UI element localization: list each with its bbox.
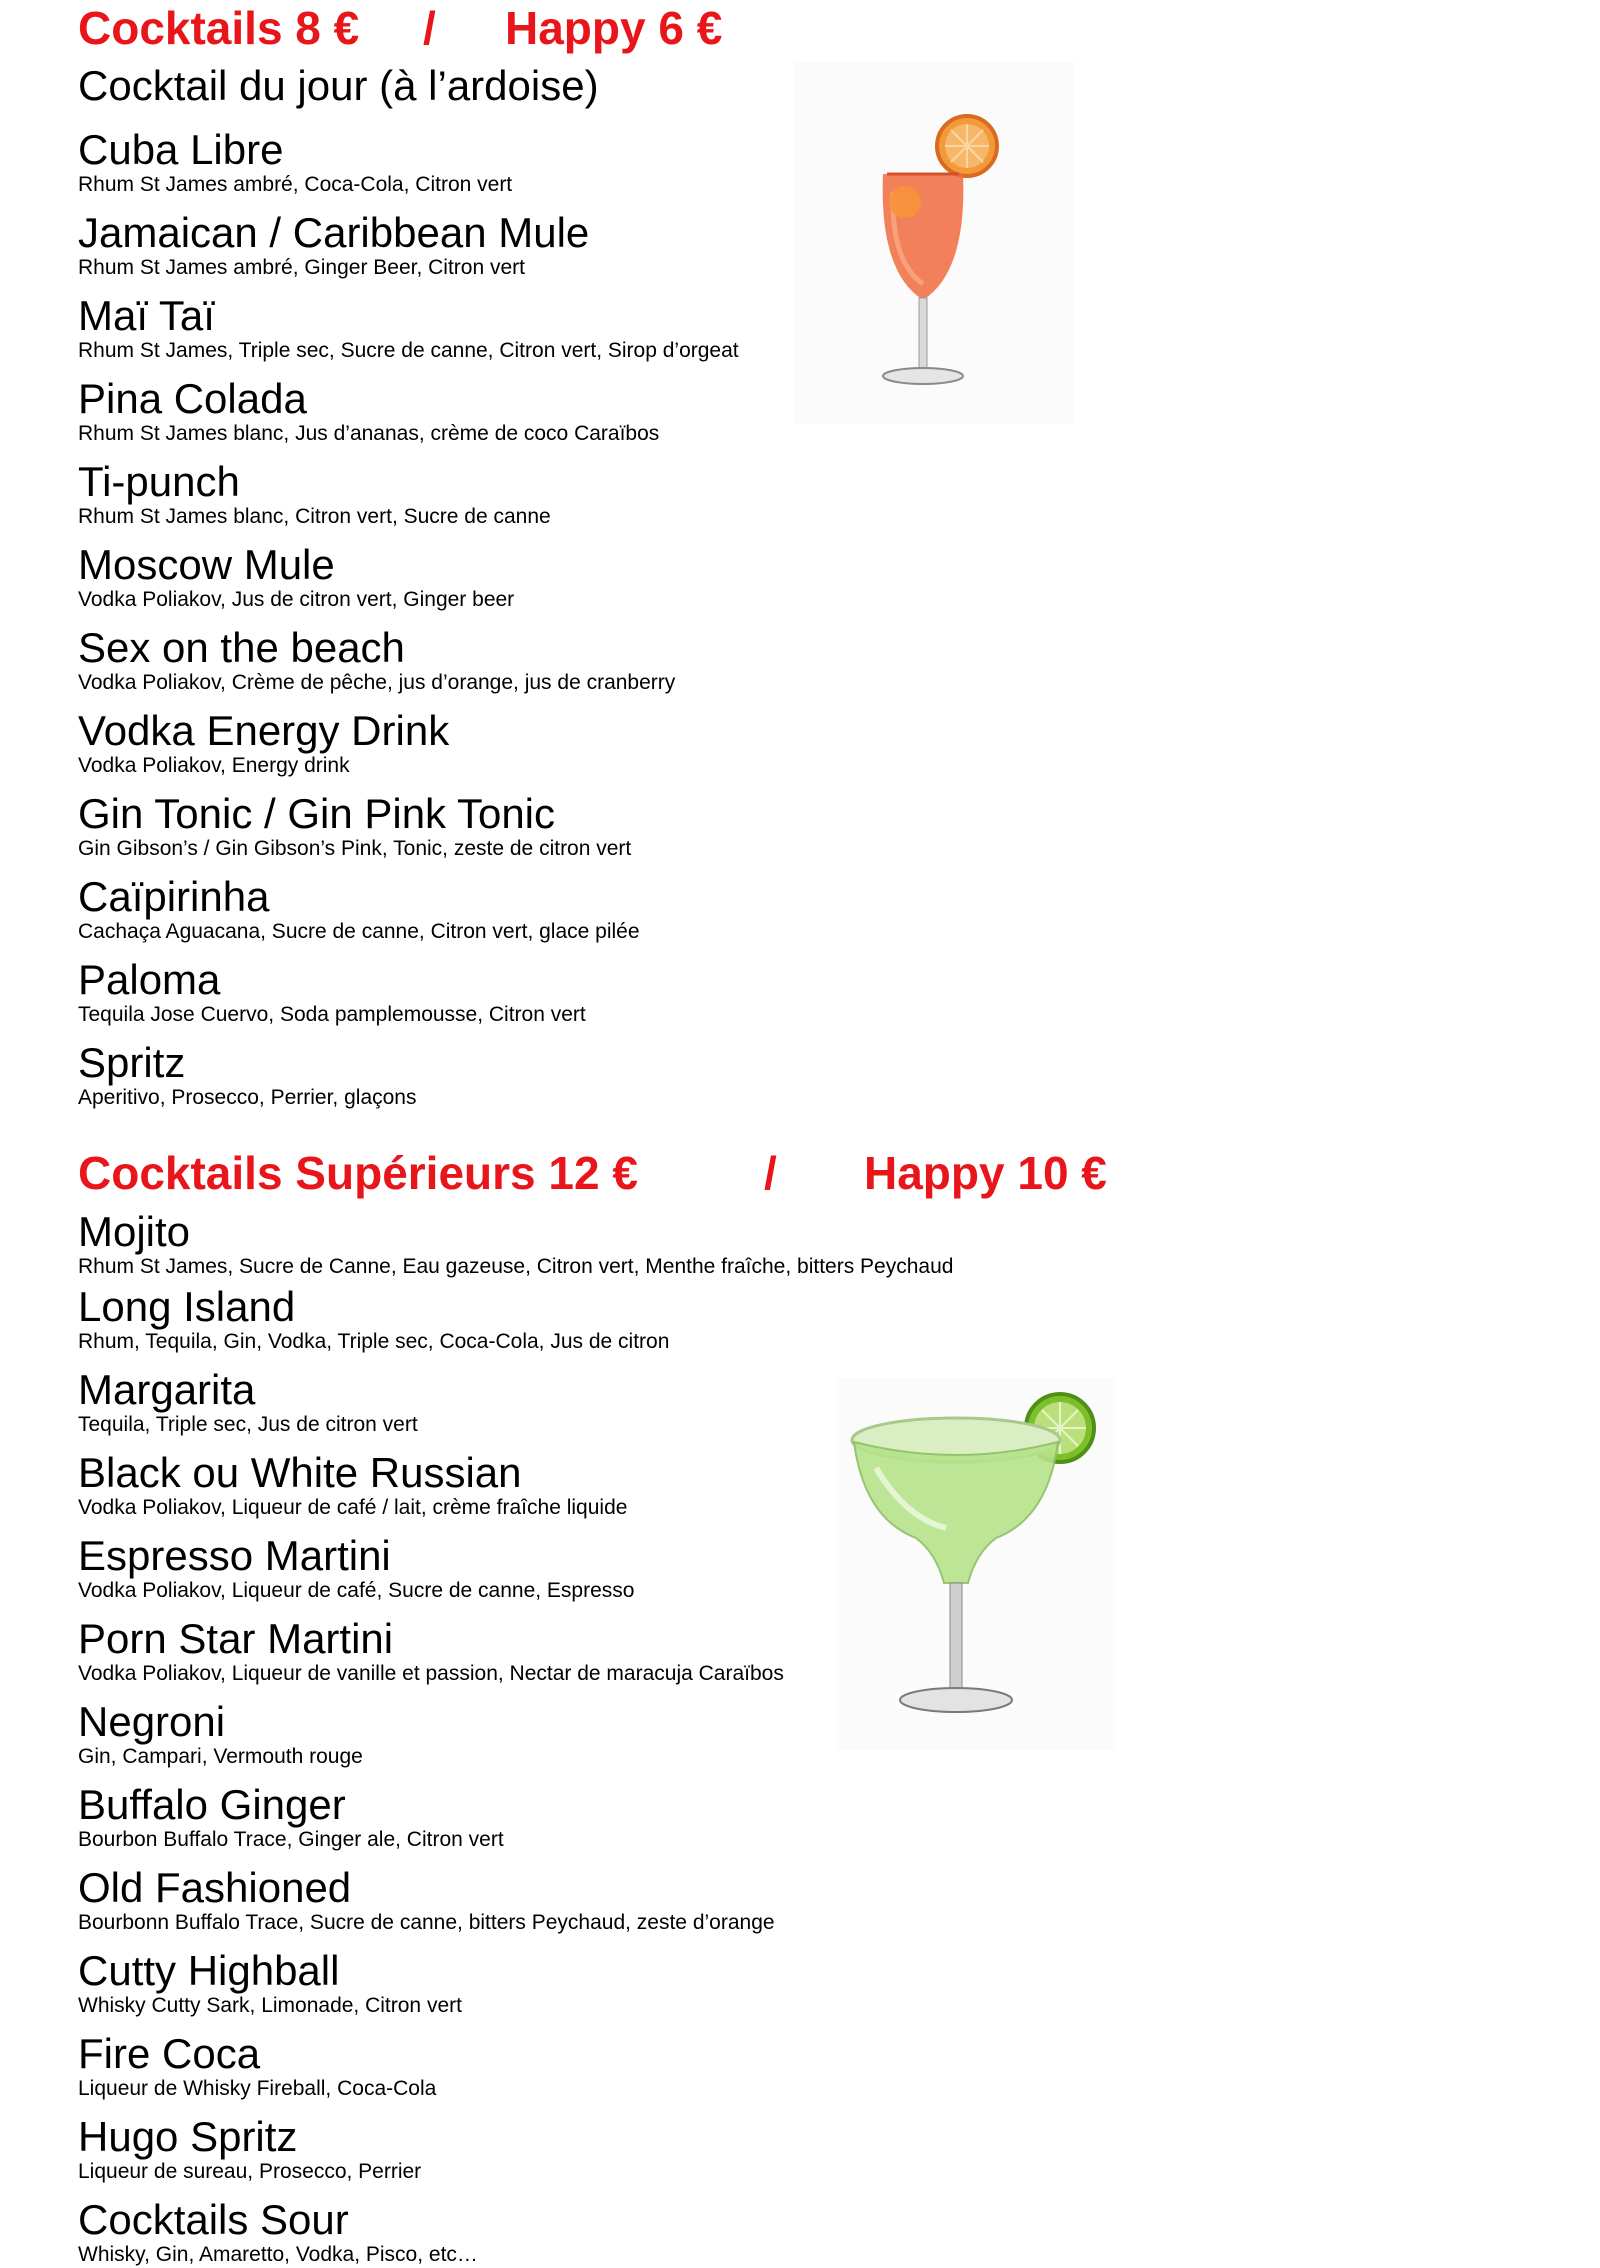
item-name: Jamaican / Caribbean Mule: [78, 209, 590, 256]
menu-item: [78, 294, 739, 364]
item-name: Gin Tonic / Gin Pink Tonic: [78, 790, 556, 837]
item-name: Caïpirinha: [78, 873, 270, 920]
menu-item: [78, 211, 589, 281]
cocktail-du-jour: Cocktail du jour (à l’ardoise): [78, 62, 599, 109]
item-name: Cocktails Sour: [78, 2196, 349, 2243]
item-name: Pina Colada: [78, 375, 307, 422]
section-price: Cocktails 8 €: [78, 2, 360, 54]
menu-item: [78, 2032, 436, 2102]
item-desc: Whisky, Gin, Amaretto, Vodka, Pisco, etc…: [78, 2243, 478, 2266]
menu-item: [78, 958, 586, 1028]
menu-item: [78, 1451, 627, 1521]
section-happy-price: Happy 10 €: [864, 1147, 1107, 1199]
item-desc: Aperitivo, Prosecco, Perrier, glaçons: [78, 1086, 417, 1109]
item-name: Buffalo Ginger: [78, 1781, 346, 1828]
item-desc: Rhum St James ambré, Coca-Cola, Citron vert: [78, 173, 513, 196]
item-name: Long Island: [78, 1283, 296, 1330]
menu-item: [78, 1534, 634, 1604]
item-name: Black ou White Russian: [78, 1449, 522, 1496]
spritz-glass-illustration: [795, 62, 1075, 424]
menu-item: [78, 1210, 953, 1280]
item-desc: Gin Gibson’s / Gin Gibson’s Pink, Tonic, zeste de citron vert: [78, 837, 632, 860]
item-name: Vodka Energy Drink: [78, 707, 450, 754]
menu-item: [78, 1949, 462, 2019]
menu-item: [78, 543, 514, 613]
item-name: Mojito: [78, 1208, 191, 1255]
item-name: Espresso Martini: [78, 1532, 391, 1579]
menu-item: [78, 709, 449, 779]
menu-item: [78, 1368, 418, 1438]
item-desc: Tequila, Triple sec, Jus de citron vert: [78, 1413, 418, 1436]
item-desc: Rhum St James, Sucre de Canne, Eau gazeuse, Citron vert, Menthe fraîche, bitters Peychaud: [78, 1255, 954, 1278]
item-name: Hugo Spritz: [78, 2113, 298, 2160]
menu-item: [78, 1866, 775, 1936]
menu-item: [78, 377, 659, 447]
item-desc: Gin, Campari, Vermouth rouge: [78, 1745, 363, 1768]
orange-slice-icon: [937, 116, 997, 176]
item-name: Spritz: [78, 1039, 186, 1086]
item-name: Porn Star Martini: [78, 1615, 394, 1662]
section-price: Cocktails Supérieurs 12 €: [78, 1147, 638, 1199]
item-desc: Liqueur de sureau, Prosecco, Perrier: [78, 2160, 422, 2183]
item-name: Cuba Libre: [78, 126, 284, 173]
item-desc: Bourbonn Buffalo Trace, Sucre de canne, bitters Peychaud, zeste d’orange: [78, 1911, 775, 1934]
section-happy-price: Happy 6 €: [505, 2, 723, 54]
menu-item: [78, 626, 675, 696]
section-separator: /: [764, 1147, 777, 1199]
menu-item: [78, 2198, 478, 2268]
item-desc: Vodka Poliakov, Energy drink: [78, 754, 350, 777]
item-name: Sex on the beach: [78, 624, 405, 671]
item-desc: Rhum St James blanc, Jus d’ananas, crème de coco Caraïbos: [78, 422, 660, 445]
item-desc: Liqueur de Whisky Fireball, Coca-Cola: [78, 2077, 437, 2100]
menu-item: [78, 1617, 784, 1687]
menu-item: [78, 1041, 416, 1111]
section-separator: /: [423, 2, 436, 54]
item-desc: Tequila Jose Cuervo, Soda pamplemousse, Citron vert: [78, 1003, 586, 1026]
item-desc: Vodka Poliakov, Liqueur de vanille et passion, Nectar de maracuja Caraïbos: [78, 1662, 784, 1685]
item-name: Paloma: [78, 956, 221, 1003]
item-desc: Cachaça Aguacana, Sucre de canne, Citron vert, glace pilée: [78, 920, 640, 943]
menu-item: [78, 2115, 421, 2185]
item-desc: Bourbon Buffalo Trace, Ginger ale, Citron vert: [78, 1828, 504, 1851]
item-name: Old Fashioned: [78, 1864, 352, 1911]
item-desc: Rhum St James ambré, Ginger Beer, Citron vert: [78, 256, 525, 279]
item-desc: Vodka Poliakov, Crème de pêche, jus d’orange, jus de cranberry: [78, 671, 676, 694]
menu-item: [78, 460, 551, 530]
menu-item: [78, 792, 631, 862]
item-name: Negroni: [78, 1698, 226, 1745]
item-name: Moscow Mule: [78, 541, 335, 588]
margarita-glass-illustration: [836, 1378, 1116, 1750]
item-desc: Rhum St James, Triple sec, Sucre de canne, Citron vert, Sirop d’orgeat: [78, 339, 739, 362]
item-name: Maï Taï: [78, 292, 215, 339]
item-name: Ti-punch: [78, 458, 240, 505]
menu-item: [78, 128, 512, 198]
menu-item: [78, 875, 640, 945]
item-desc: Rhum St James blanc, Citron vert, Sucre de canne: [78, 505, 551, 528]
item-desc: Vodka Poliakov, Jus de citron vert, Ginger beer: [78, 588, 515, 611]
menu-item: [78, 1700, 363, 1770]
item-name: Cutty Highball: [78, 1947, 340, 1994]
item-desc: Whisky Cutty Sark, Limonade, Citron vert: [78, 1994, 462, 2017]
menu-item: [78, 1285, 669, 1355]
item-name: Margarita: [78, 1366, 256, 1413]
menu-item: [78, 1783, 504, 1853]
item-desc: Vodka Poliakov, Liqueur de café / lait, crème fraîche liquide: [78, 1496, 628, 1519]
item-name: Fire Coca: [78, 2030, 261, 2077]
item-desc: Vodka Poliakov, Liqueur de café, Sucre de canne, Espresso: [78, 1579, 635, 1602]
item-desc: Rhum, Tequila, Gin, Vodka, Triple sec, Coca-Cola, Jus de citron: [78, 1330, 670, 1353]
